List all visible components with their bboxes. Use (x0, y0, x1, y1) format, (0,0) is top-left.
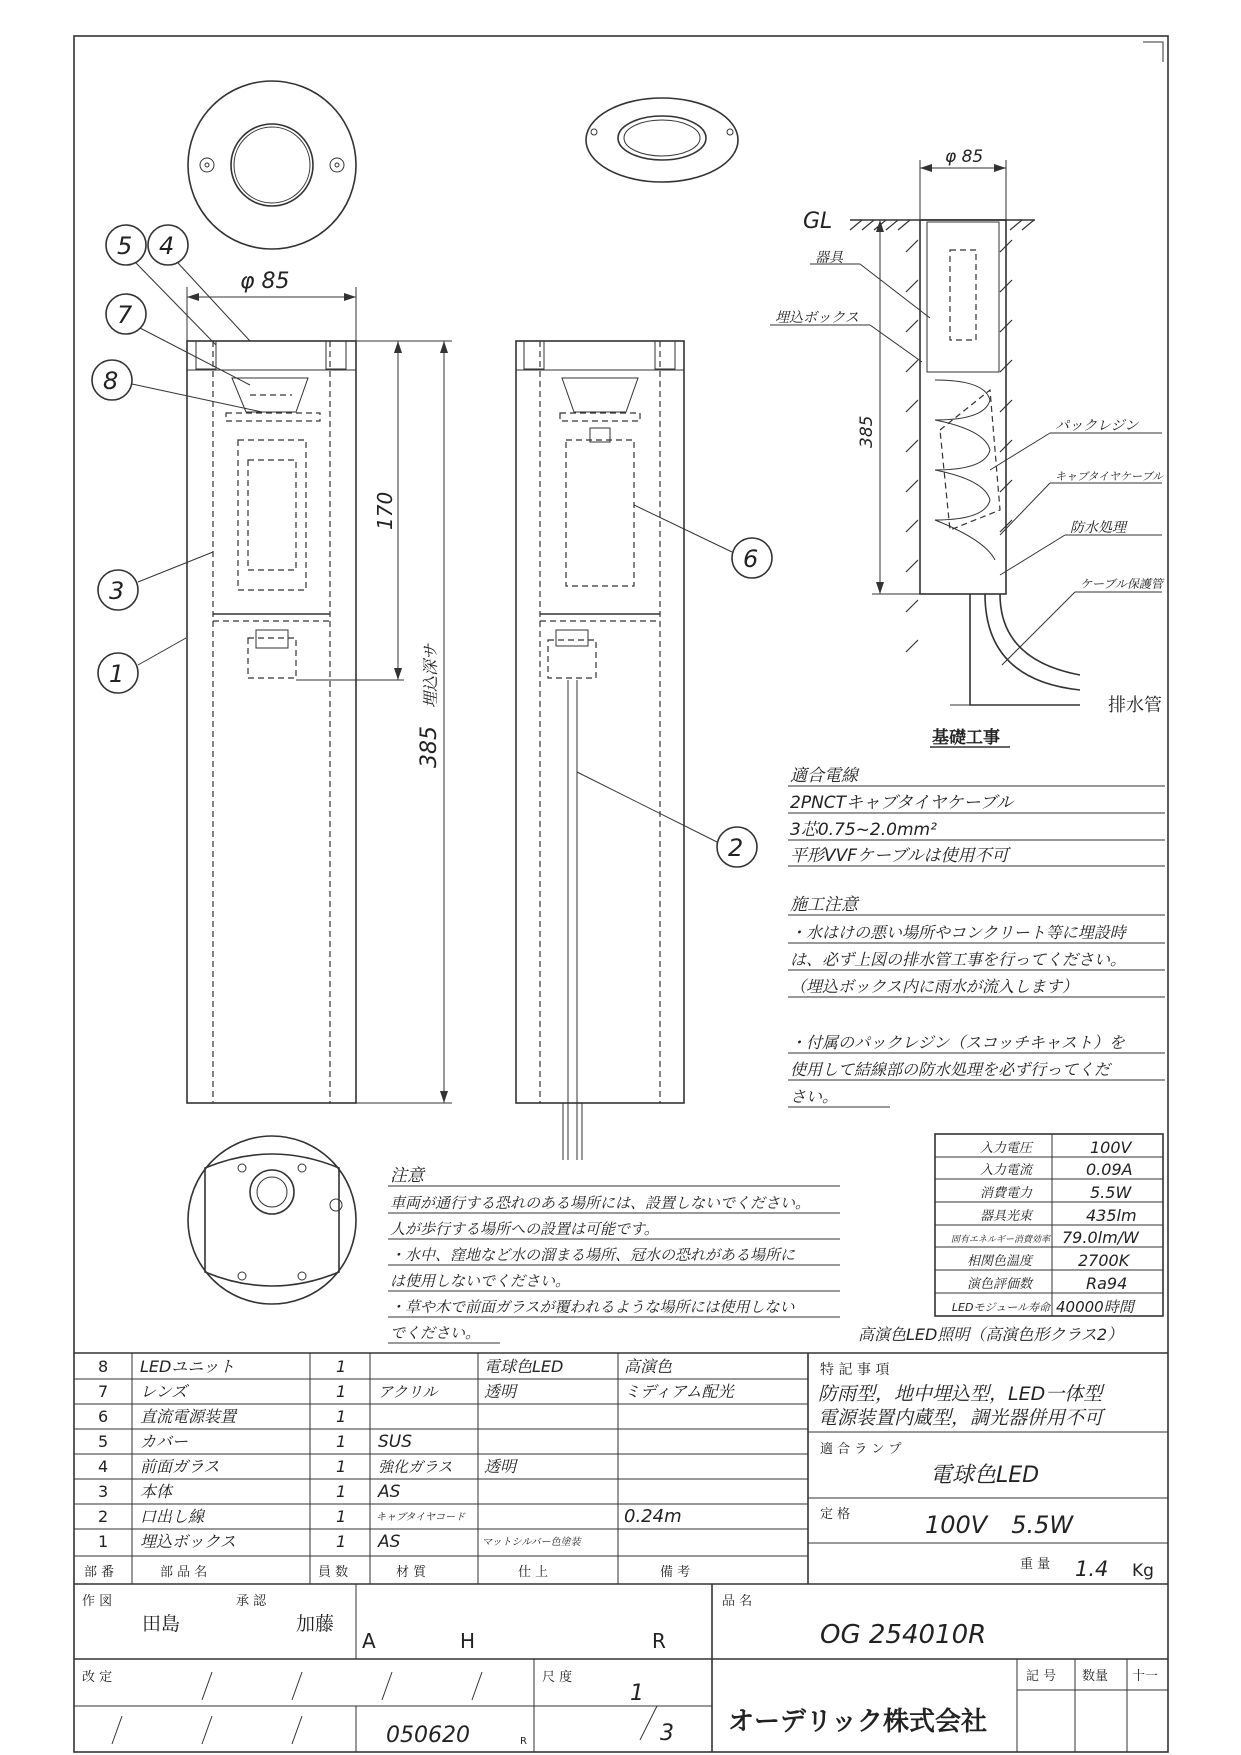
construction-line-2: は、必ず上図の排水管工事を行ってください。 (790, 950, 1127, 969)
svg-text:1: 1 (336, 1532, 347, 1551)
callout-7: 7 (117, 301, 133, 329)
svg-text:前面ガラス: 前面ガラス (140, 1457, 220, 1476)
parts-header-name: 部 品 名 (160, 1565, 208, 1580)
revision-date: 050620 (386, 1723, 470, 1748)
company-name: オーデリック株式会社 (728, 1707, 987, 1737)
svg-text:カバー: カバー (140, 1432, 189, 1451)
construction-line-5: 使用して結線部の防水処理を必ず行ってくだ (790, 1060, 1111, 1079)
dim-385: 385 (417, 726, 442, 768)
svg-text:1: 1 (336, 1507, 347, 1526)
construction-title: 施工注意 (790, 895, 858, 915)
label-resin: パックレジン (1055, 418, 1139, 434)
features-line-1: 防雨型，地中埋込型，LED一体型 (818, 1383, 1103, 1405)
svg-text:0.24m: 0.24m (624, 1506, 682, 1527)
bottom-view (188, 1136, 356, 1304)
table-row (98, 1357, 673, 1376)
callout-8: 8 (103, 367, 119, 395)
label-cable-protect: ケーブル保護管 (1080, 577, 1163, 591)
dim-385-right: 385 (857, 415, 877, 448)
lamp-label: 適 合 ラ ン プ (820, 1442, 902, 1457)
spec-value-6: Ra94 (1086, 1274, 1128, 1293)
wire-line-2: 3芯0.75~2.0mm² (790, 820, 937, 840)
svg-text:マットシルバー色塗装: マットシルバー色塗装 (482, 1537, 581, 1548)
wire-line-1: 2PNCTキャブタイヤケーブル (790, 793, 1013, 813)
parts-header-finish: 仕 上 (518, 1565, 549, 1580)
wire-line-3: 平形VVFケーブルは使用不可 (790, 846, 1009, 866)
front-section-view (187, 341, 356, 1103)
side-section-view (516, 341, 684, 1160)
front-dimensions (187, 287, 452, 1103)
callout-circles (92, 225, 772, 867)
perspective-cover (586, 98, 738, 182)
dim-170: 170 (373, 491, 397, 530)
svg-text:本体: 本体 (140, 1482, 173, 1501)
svg-text:8: 8 (98, 1357, 109, 1376)
callout-1: 1 (109, 660, 125, 688)
caution-title: 注意 (390, 1166, 424, 1186)
scale-denominator: 3 (660, 1721, 674, 1746)
callout-2: 2 (728, 834, 744, 862)
rev-r: R (652, 1629, 666, 1653)
scale-label: 尺 度 (542, 1670, 573, 1685)
spec-label-1: 入力電流 (979, 1163, 1032, 1178)
svg-text:1: 1 (336, 1382, 347, 1401)
dim-phi85-left: φ 85 (240, 269, 290, 294)
spec-label-4: 固有エネルギー消費効率 (950, 1235, 1050, 1245)
svg-text:高演色: 高演色 (624, 1357, 673, 1376)
svg-text:1: 1 (336, 1457, 347, 1476)
construction-line-3: （埋込ボックス内に雨水が流入します） (790, 977, 1078, 996)
svg-text:1: 1 (336, 1407, 347, 1426)
svg-text:1: 1 (336, 1357, 347, 1376)
table-row (98, 1432, 412, 1452)
weight-value: 1.4 (1075, 1557, 1109, 1581)
table-row (98, 1382, 736, 1401)
label-foundation: 基礎工事 (932, 728, 1000, 748)
spec-note: 高演色LED照明（高演色形クラス2） (858, 1325, 1124, 1344)
label-box: 埋込ボックス (775, 310, 859, 326)
table-row (98, 1457, 519, 1476)
svg-text:4: 4 (98, 1457, 109, 1476)
caution-line-4: は使用しないでください。 (390, 1272, 571, 1290)
parts-header-qty: 員 数 (318, 1565, 349, 1580)
caution-line-2: 人が歩行する場所への設置は可能です。 (390, 1220, 659, 1238)
symbol-label: 記 号 (1026, 1669, 1057, 1684)
wire-title: 適合電線 (790, 766, 858, 786)
svg-text:電球色LED: 電球色LED (484, 1357, 564, 1376)
table-row (98, 1407, 346, 1426)
svg-text:レンズ: レンズ (140, 1382, 188, 1401)
svg-text:5: 5 (98, 1432, 109, 1451)
label-gl: GL (803, 209, 833, 234)
construction-line-4: ・付属のパックレジン（スコッチキャスト）を (790, 1033, 1125, 1052)
svg-text:埋込ボックス: 埋込ボックス (140, 1532, 236, 1551)
spec-value-1: 0.09A (1086, 1160, 1133, 1179)
table-row (98, 1506, 682, 1527)
construction-line-6: さい。 (790, 1087, 839, 1106)
callout-6: 6 (743, 545, 759, 573)
lamp-value: 電球色LED (930, 1463, 1040, 1488)
caution-line-3: ・水中、窪地など水の溜まる場所、冠水の恐れがある場所に (390, 1246, 796, 1264)
caution-line-1: 車両が通行する恐れのある場所には、設置しないでください。 (390, 1194, 811, 1212)
label-drain: 排水管 (1108, 695, 1162, 716)
svg-text:口出し線: 口出し線 (140, 1507, 205, 1526)
parts-header-no: 部 番 (84, 1565, 115, 1580)
label-waterproof: 防水処理 (1070, 520, 1126, 536)
weight-label: 重 量 (1020, 1557, 1051, 1572)
svg-text:透明: 透明 (484, 1382, 517, 1401)
top-view-circle (188, 81, 356, 249)
label-cabtire: キャブタイヤケーブル (1055, 470, 1164, 483)
svg-text:キャブタイヤコード: キャブタイヤコード (376, 1512, 466, 1523)
title-block (74, 1584, 1168, 1752)
svg-text:3: 3 (98, 1482, 109, 1501)
parts-header-note: 備 考 (660, 1565, 691, 1580)
rev-h: H (460, 1629, 476, 1653)
product-number: OG 254010R (820, 1620, 987, 1650)
revision-label: 改 定 (82, 1670, 113, 1685)
installation-diagram (770, 160, 1162, 747)
spec-value-2: 5.5W (1090, 1183, 1132, 1202)
spec-label-3: 器具光束 (979, 1209, 1032, 1224)
svg-text:アクリル: アクリル (378, 1383, 438, 1401)
svg-text:2: 2 (98, 1507, 109, 1526)
qty-label: 数量 (1082, 1669, 1109, 1684)
sheet-border (74, 36, 1168, 1752)
rating-value: 100V 5.5W (925, 1511, 1074, 1539)
callout-5: 5 (117, 232, 133, 260)
approved-label: 承 認 (236, 1594, 267, 1609)
spec-label-0: 入力電圧 (979, 1141, 1032, 1156)
svg-text:直流電源装置: 直流電源装置 (140, 1407, 237, 1426)
product-label: 品 名 (722, 1594, 753, 1609)
spec-value-5: 2700K (1078, 1251, 1130, 1270)
spec-label-2: 消費電力 (979, 1186, 1032, 1201)
spec-label-5: 相関色温度 (966, 1254, 1032, 1269)
drawn-label: 作 図 (82, 1594, 113, 1609)
rev-a: A (362, 1629, 376, 1653)
construction-line-1: ・水はけの悪い場所やコンクリート等に埋設時 (790, 923, 1126, 942)
svg-text:6: 6 (98, 1407, 109, 1426)
svg-text:1: 1 (336, 1482, 347, 1501)
spec-value-7: 40000時間 (1056, 1298, 1134, 1316)
spec-label-6: 演色評価数 (966, 1277, 1032, 1292)
svg-text:7: 7 (98, 1382, 109, 1401)
spec-value-0: 100V (1090, 1138, 1132, 1157)
svg-text:強化ガラス: 強化ガラス (378, 1458, 453, 1476)
svg-text:1: 1 (336, 1432, 347, 1451)
svg-text:ミディアム配光: ミディアム配光 (624, 1382, 734, 1401)
dim-phi85-right: φ 85 (945, 147, 984, 167)
drawn-name: 田島 (142, 1613, 181, 1635)
svg-text:AS: AS (378, 1482, 401, 1502)
svg-text:LEDユニット: LEDユニット (140, 1357, 235, 1376)
caution-line-6: でください。 (390, 1324, 481, 1342)
spec-value-4: 79.0lm/W (1062, 1228, 1139, 1247)
svg-text:1: 1 (98, 1532, 109, 1551)
callout-3: 3 (109, 577, 125, 605)
approved-name: 加藤 (296, 1613, 335, 1635)
callout-4: 4 (159, 232, 175, 260)
weight-unit: Kg (1132, 1561, 1154, 1581)
scale-numerator: 1 (630, 1681, 644, 1706)
rating-label: 定 格 (820, 1507, 851, 1522)
revision-date-suffix: R (520, 1736, 527, 1747)
svg-text:SUS: SUS (378, 1432, 413, 1452)
label-fixture: 器具 (815, 250, 843, 266)
dim-embed-depth: 埋込深サ (421, 643, 440, 708)
svg-text:AS: AS (378, 1532, 401, 1552)
table-row (98, 1482, 401, 1502)
caution-line-5: ・草や木で前面ガラスが覆われるような場所には使用しない (390, 1298, 795, 1316)
spec-label-7: LEDモジュール寿命 (951, 1301, 1050, 1314)
parts-header-mat: 材 質 (396, 1565, 427, 1580)
svg-text:透明: 透明 (484, 1457, 517, 1476)
features-line-2: 電源装置内蔵型，調光器併用不可 (818, 1407, 1104, 1429)
spec-value-3: 435lm (1086, 1206, 1137, 1225)
table-row (98, 1532, 583, 1552)
qty-value: 十一 (1132, 1669, 1159, 1684)
features-title: 特 記 事 項 (820, 1362, 890, 1378)
